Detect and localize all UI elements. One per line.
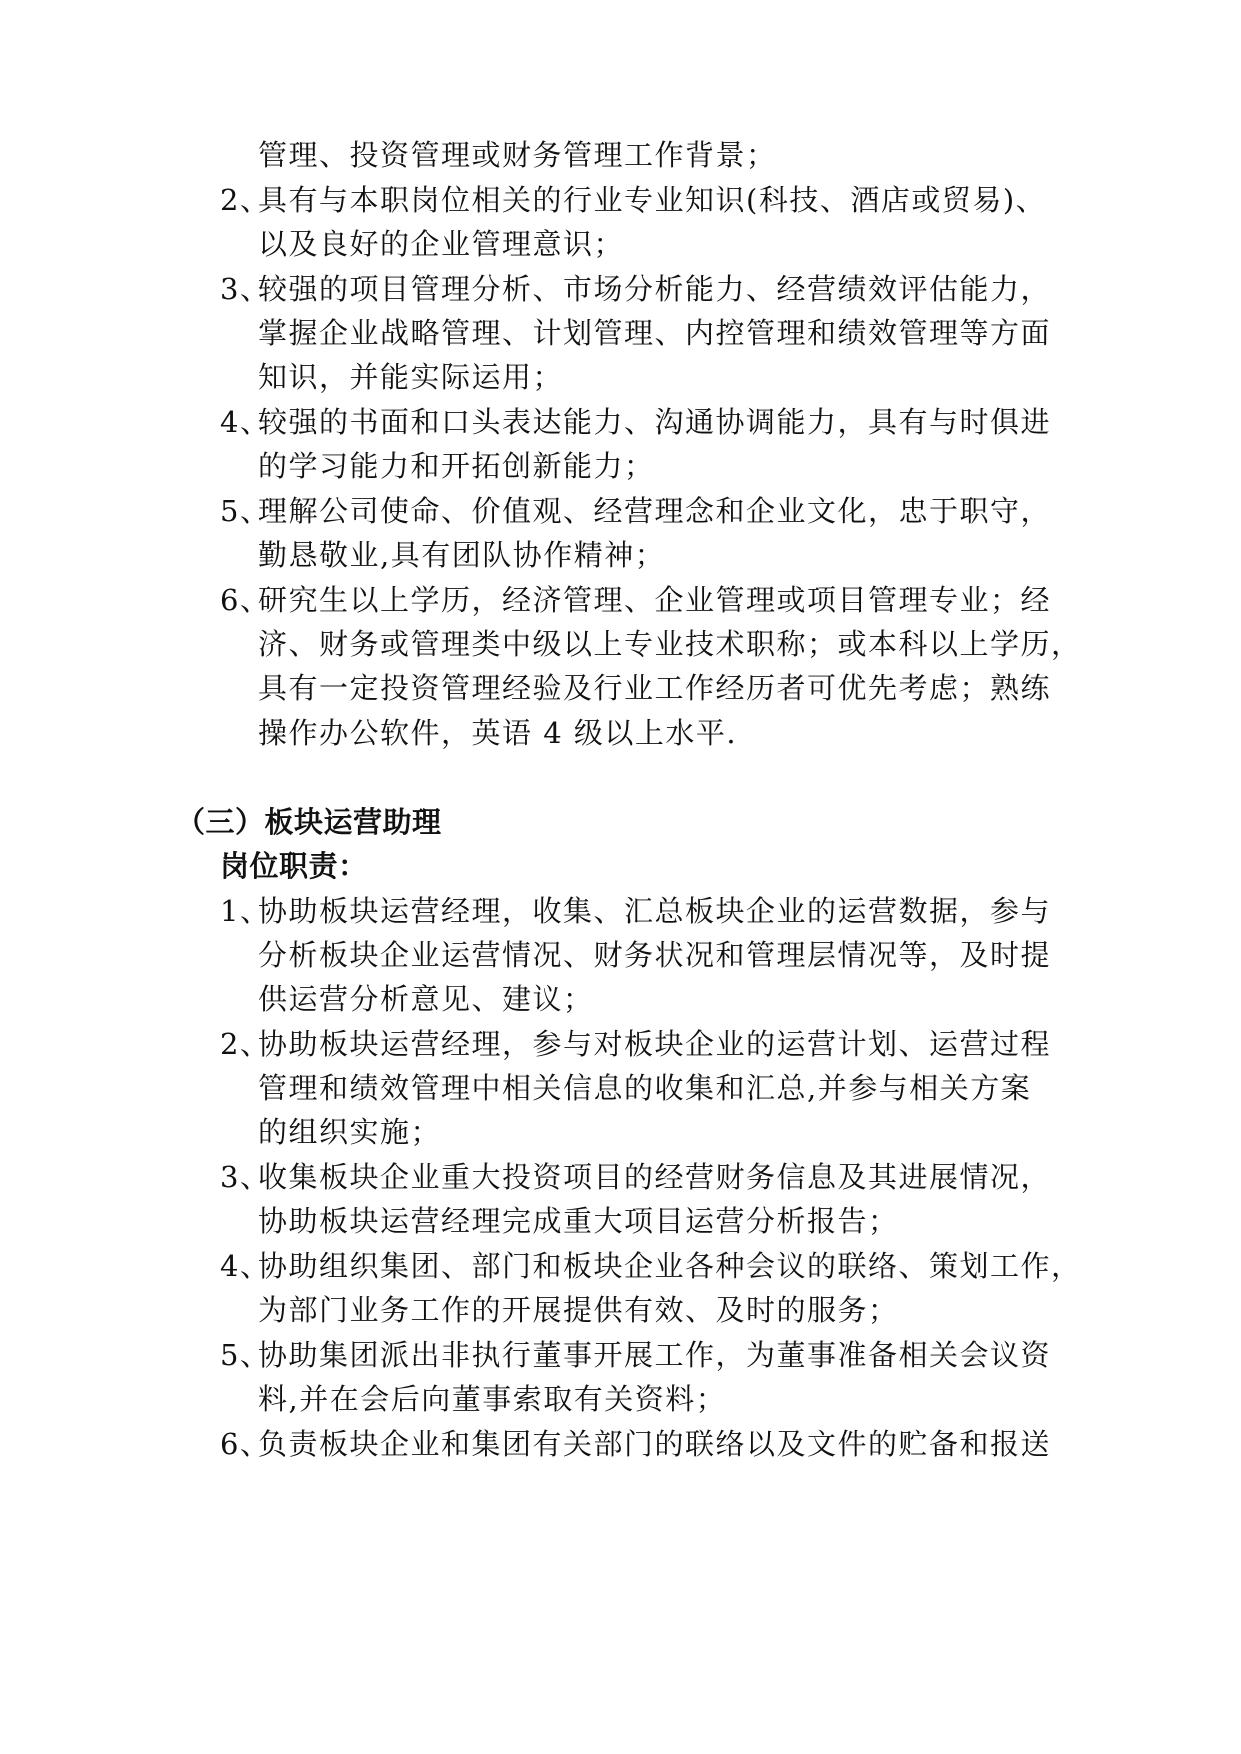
list-item <box>220 406 1051 438</box>
list-item <box>220 895 1051 927</box>
list-item <box>220 495 1051 527</box>
list-item <box>220 1428 1051 1460</box>
list-number: 4、 <box>220 405 271 439</box>
list-item <box>220 584 1051 616</box>
list-number: 5、 <box>220 494 271 528</box>
list-text: 较强的项目管理分析、市场分析能力、经营绩效评估能力， <box>258 272 1052 306</box>
list-text: 协助板块运营经理，参与对板块企业的运营计划、运营过程 <box>258 1027 1052 1061</box>
list-text: 勤恳敬业,具有团队协作精神； <box>258 538 666 572</box>
list-text: 具有一定投资管理经验及行业工作经历者可优先考虑；熟练 <box>258 671 1052 705</box>
list-text: 管理和绩效管理中相关信息的收集和汇总,并参与相关方案 <box>258 1071 1032 1105</box>
section-subtitle: 岗位职责： <box>220 849 368 883</box>
list-text: 负责板块企业和集团有关部门的联络以及文件的贮备和报送 <box>258 1427 1052 1461</box>
list-text: 协助板块运营经理，收集、汇总板块企业的运营数据，参与 <box>258 894 1052 928</box>
list-text: 理解公司使命、价值观、经营理念和企业文化，忠于职守， <box>258 494 1052 528</box>
list-number: 1、 <box>220 894 271 928</box>
list-text: 收集板块企业重大投资项目的经营财务信息及其进展情况， <box>258 1160 1052 1194</box>
list-item <box>220 1028 1051 1060</box>
list-text: 协助集团派出非执行董事开展工作，为董事准备相关会议资 <box>258 1338 1052 1372</box>
list-text: 研究生以上学历，经济管理、企业管理或项目管理专业；经 <box>258 583 1052 617</box>
list-text: 较强的书面和口头表达能力、沟通协调能力，具有与时俱进 <box>258 405 1052 439</box>
list-text: 分析板块企业运营情况、财务状况和管理层情况等，及时提 <box>258 938 1052 972</box>
list-item <box>220 1339 1051 1371</box>
continuation-line: 管理、投资管理或财务管理工作背景； <box>258 138 777 172</box>
list-number: 6、 <box>220 583 271 617</box>
list-text: 料,并在会后向董事索取有关资料； <box>258 1382 727 1416</box>
list-number: 5、 <box>220 1338 271 1372</box>
list-text: 的组织实施； <box>258 1115 442 1149</box>
list-item <box>220 1161 1051 1193</box>
list-item <box>220 184 1046 216</box>
list-text: 为部门业务工作的开展提供有效、及时的服务； <box>258 1293 899 1327</box>
section-title: （三）板块运营助理 <box>176 805 442 839</box>
list-text: 供运营分析意见、建议； <box>258 982 594 1016</box>
list-item <box>220 1250 1082 1282</box>
list-number: 6、 <box>220 1427 271 1461</box>
list-text: 以及良好的企业管理意识； <box>258 227 625 261</box>
list-text: 协助组织集团、部门和板块企业各种会议的联络、策划工作， <box>258 1249 1082 1283</box>
list-number: 2、 <box>220 183 271 217</box>
list-number: 3、 <box>220 272 271 306</box>
list-text: 协助板块运营经理完成重大项目运营分析报告； <box>258 1204 899 1238</box>
list-text: 操作办公软件，英语 4 级以上水平. <box>258 716 738 750</box>
list-number: 2、 <box>220 1027 271 1061</box>
list-text: 具有与本职岗位相关的行业专业知识(科技、酒店或贸易)、 <box>258 183 1047 217</box>
list-text: 掌握企业战略管理、计划管理、内控管理和绩效管理等方面 <box>258 316 1052 350</box>
list-text: 济、财务或管理类中级以上专业技术职称；或本科以上学历， <box>258 627 1082 661</box>
list-number: 4、 <box>220 1249 271 1283</box>
list-text: 知识，并能实际运用； <box>258 360 564 394</box>
list-text: 的学习能力和开拓创新能力； <box>258 449 655 483</box>
list-number: 3、 <box>220 1160 271 1194</box>
list-item <box>220 273 1051 305</box>
